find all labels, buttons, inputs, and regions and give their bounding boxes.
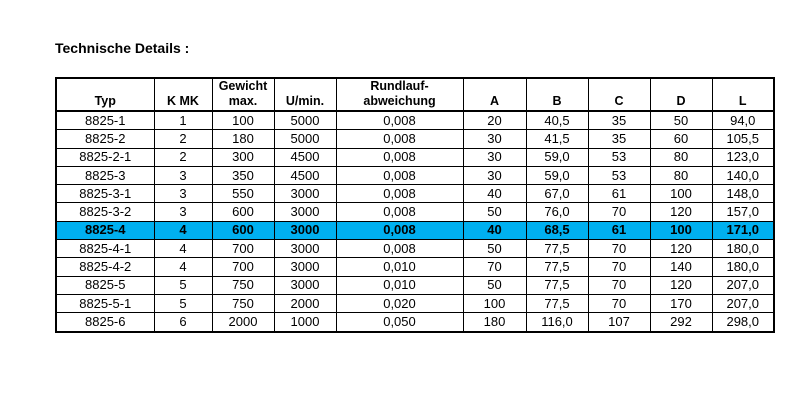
cell-c: 61 xyxy=(588,185,650,203)
cell-kmk: 1 xyxy=(154,111,212,130)
header-a: A xyxy=(463,78,526,111)
table-row xyxy=(56,313,774,332)
cell-a: 30 xyxy=(463,166,526,184)
cell-d: 170 xyxy=(650,294,712,312)
cell-rundlauf: 0,050 xyxy=(336,313,463,332)
header-typ: Typ xyxy=(56,78,154,111)
cell-kmk: 2 xyxy=(154,148,212,166)
page-title: Technische Details : xyxy=(55,40,190,56)
cell-d: 80 xyxy=(650,166,712,184)
cell-rundlauf: 0,008 xyxy=(336,148,463,166)
cell-b: 77,5 xyxy=(526,276,588,294)
cell-b: 59,0 xyxy=(526,166,588,184)
cell-gewicht: 600 xyxy=(212,203,274,221)
cell-gewicht: 100 xyxy=(212,111,274,130)
table-row xyxy=(56,148,774,166)
cell-l: 207,0 xyxy=(712,276,774,294)
cell-umin: 3000 xyxy=(274,185,336,203)
cell-umin: 3000 xyxy=(274,240,336,258)
table-header-row xyxy=(56,78,774,111)
cell-b: 59,0 xyxy=(526,148,588,166)
table-row xyxy=(56,276,774,294)
cell-rundlauf: 0,008 xyxy=(336,185,463,203)
cell-c: 70 xyxy=(588,203,650,221)
table-row xyxy=(56,185,774,203)
table-row xyxy=(56,130,774,148)
header-gewicht: Gewicht max. xyxy=(212,78,274,111)
cell-a: 70 xyxy=(463,258,526,276)
cell-umin: 3000 xyxy=(274,221,336,239)
cell-umin: 5000 xyxy=(274,111,336,130)
cell-typ: 8825-3 xyxy=(56,166,154,184)
cell-kmk: 4 xyxy=(154,221,212,239)
cell-b: 77,5 xyxy=(526,258,588,276)
cell-b: 67,0 xyxy=(526,185,588,203)
table-row-highlighted xyxy=(56,221,774,239)
table-row xyxy=(56,258,774,276)
cell-rundlauf: 0,008 xyxy=(336,166,463,184)
cell-d: 100 xyxy=(650,185,712,203)
cell-typ: 8825-2-1 xyxy=(56,148,154,166)
cell-a: 30 xyxy=(463,148,526,166)
cell-a: 50 xyxy=(463,240,526,258)
cell-rundlauf: 0,008 xyxy=(336,203,463,221)
cell-b: 41,5 xyxy=(526,130,588,148)
cell-umin: 2000 xyxy=(274,294,336,312)
cell-rundlauf: 0,010 xyxy=(336,258,463,276)
cell-typ: 8825-4-1 xyxy=(56,240,154,258)
cell-d: 292 xyxy=(650,313,712,332)
cell-umin: 3000 xyxy=(274,203,336,221)
header-b: B xyxy=(526,78,588,111)
cell-kmk: 5 xyxy=(154,276,212,294)
cell-d: 120 xyxy=(650,203,712,221)
cell-gewicht: 750 xyxy=(212,294,274,312)
cell-umin: 3000 xyxy=(274,276,336,294)
spec-table xyxy=(55,77,775,333)
cell-gewicht: 600 xyxy=(212,221,274,239)
header-d: D xyxy=(650,78,712,111)
cell-gewicht: 750 xyxy=(212,276,274,294)
cell-typ: 8825-1 xyxy=(56,111,154,130)
cell-kmk: 3 xyxy=(154,203,212,221)
table-row xyxy=(56,240,774,258)
cell-l: 105,5 xyxy=(712,130,774,148)
cell-c: 61 xyxy=(588,221,650,239)
cell-l: 180,0 xyxy=(712,258,774,276)
cell-d: 120 xyxy=(650,240,712,258)
cell-kmk: 4 xyxy=(154,240,212,258)
cell-gewicht: 350 xyxy=(212,166,274,184)
cell-b: 76,0 xyxy=(526,203,588,221)
table-row xyxy=(56,294,774,312)
cell-l: 123,0 xyxy=(712,148,774,166)
cell-a: 40 xyxy=(463,185,526,203)
cell-c: 70 xyxy=(588,294,650,312)
cell-typ: 8825-5 xyxy=(56,276,154,294)
cell-umin: 4500 xyxy=(274,148,336,166)
cell-l: 171,0 xyxy=(712,221,774,239)
cell-kmk: 4 xyxy=(154,258,212,276)
cell-a: 40 xyxy=(463,221,526,239)
cell-b: 77,5 xyxy=(526,240,588,258)
cell-l: 157,0 xyxy=(712,203,774,221)
cell-umin: 5000 xyxy=(274,130,336,148)
cell-l: 180,0 xyxy=(712,240,774,258)
cell-gewicht: 300 xyxy=(212,148,274,166)
header-rundlauf: Rundlauf- abweichung xyxy=(336,78,463,111)
cell-a: 180 xyxy=(463,313,526,332)
header-umin: U/min. xyxy=(274,78,336,111)
cell-b: 40,5 xyxy=(526,111,588,130)
cell-d: 80 xyxy=(650,148,712,166)
cell-a: 50 xyxy=(463,276,526,294)
cell-b: 116,0 xyxy=(526,313,588,332)
cell-typ: 8825-6 xyxy=(56,313,154,332)
cell-c: 70 xyxy=(588,240,650,258)
cell-rundlauf: 0,008 xyxy=(336,130,463,148)
cell-b: 77,5 xyxy=(526,294,588,312)
cell-typ: 8825-4-2 xyxy=(56,258,154,276)
cell-rundlauf: 0,020 xyxy=(336,294,463,312)
cell-kmk: 5 xyxy=(154,294,212,312)
cell-a: 20 xyxy=(463,111,526,130)
cell-gewicht: 180 xyxy=(212,130,274,148)
cell-c: 53 xyxy=(588,148,650,166)
cell-rundlauf: 0,008 xyxy=(336,111,463,130)
cell-typ: 8825-5-1 xyxy=(56,294,154,312)
cell-umin: 4500 xyxy=(274,166,336,184)
cell-d: 120 xyxy=(650,276,712,294)
table-row xyxy=(56,203,774,221)
cell-gewicht: 2000 xyxy=(212,313,274,332)
cell-d: 140 xyxy=(650,258,712,276)
cell-umin: 1000 xyxy=(274,313,336,332)
cell-c: 70 xyxy=(588,258,650,276)
cell-c: 35 xyxy=(588,130,650,148)
cell-typ: 8825-3-2 xyxy=(56,203,154,221)
cell-gewicht: 700 xyxy=(212,240,274,258)
table-row xyxy=(56,111,774,130)
cell-b: 68,5 xyxy=(526,221,588,239)
cell-l: 140,0 xyxy=(712,166,774,184)
cell-l: 148,0 xyxy=(712,185,774,203)
cell-typ: 8825-3-1 xyxy=(56,185,154,203)
cell-kmk: 3 xyxy=(154,185,212,203)
header-l: L xyxy=(712,78,774,111)
header-c: C xyxy=(588,78,650,111)
cell-a: 100 xyxy=(463,294,526,312)
cell-a: 50 xyxy=(463,203,526,221)
cell-c: 53 xyxy=(588,166,650,184)
cell-c: 70 xyxy=(588,276,650,294)
cell-gewicht: 550 xyxy=(212,185,274,203)
cell-d: 50 xyxy=(650,111,712,130)
cell-kmk: 3 xyxy=(154,166,212,184)
cell-d: 60 xyxy=(650,130,712,148)
cell-typ: 8825-4 xyxy=(56,221,154,239)
header-kmk: K MK xyxy=(154,78,212,111)
cell-umin: 3000 xyxy=(274,258,336,276)
table-row xyxy=(56,166,774,184)
cell-c: 107 xyxy=(588,313,650,332)
cell-l: 94,0 xyxy=(712,111,774,130)
cell-c: 35 xyxy=(588,111,650,130)
table-body xyxy=(56,111,774,332)
cell-typ: 8825-2 xyxy=(56,130,154,148)
cell-rundlauf: 0,008 xyxy=(336,221,463,239)
cell-kmk: 2 xyxy=(154,130,212,148)
cell-l: 298,0 xyxy=(712,313,774,332)
cell-rundlauf: 0,010 xyxy=(336,276,463,294)
cell-a: 30 xyxy=(463,130,526,148)
cell-rundlauf: 0,008 xyxy=(336,240,463,258)
cell-l: 207,0 xyxy=(712,294,774,312)
cell-d: 100 xyxy=(650,221,712,239)
cell-kmk: 6 xyxy=(154,313,212,332)
cell-gewicht: 700 xyxy=(212,258,274,276)
